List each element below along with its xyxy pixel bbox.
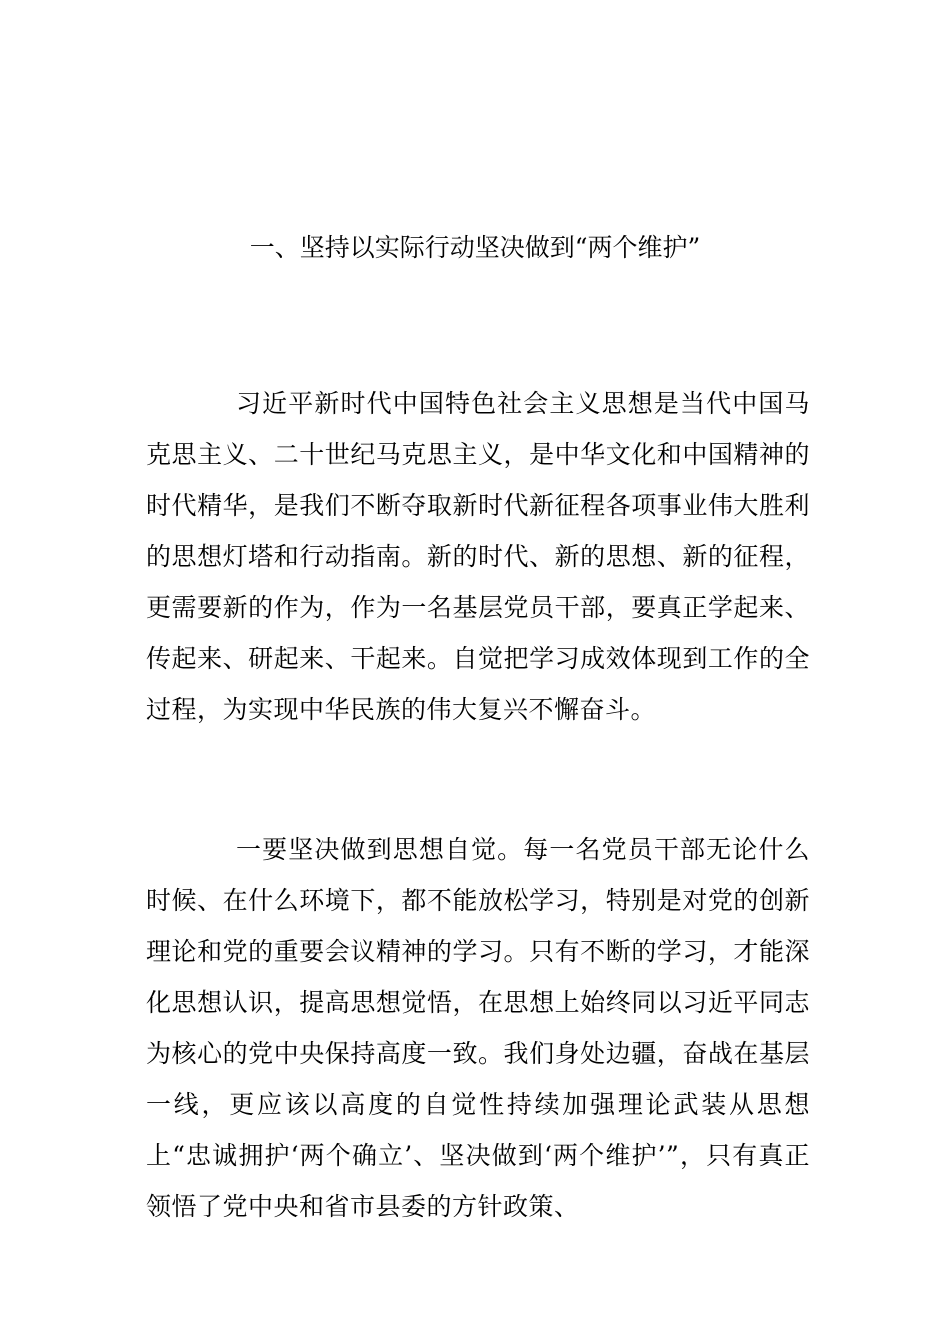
section-heading: 一、坚持以实际行动坚决做到“两个维护” [249, 233, 701, 262]
body-paragraph-2: 一要坚决做到思想自觉。每一名党员干部无论什么时候、在什么环境下，都不能放松学习，特别是对党的创新理论和党的重要会议精神的学习。只有不断的学习，才能深化思想认识，提高思想觉悟，在思想上始终同以习近平同志为核心的党中央保持高度一致。我们身处边疆，奋战在基层一线，更应该以高度的自觉性持续加强理论武装从思想上“忠诚拥护‘两个确立’、坚决做到‘两个维护’”，只有真正领悟了党中央和省市县委的方针政策、 [146, 835, 810, 1221]
body-paragraph-1: 习近平新时代中国特色社会主义思想是当代中国马克思主义、二十世纪马克思主义，是中华文化和中国精神的时代精华，是我们不断夺取新时代新征程各项事业伟大胜利的思想灯塔和行动指南。新的时代、新的思想、新的征程，更需要新的作为，作为一名基层党员干部，要真正学起来、传起来、研起来、干起来。自觉把学习成效体现到工作的全过程，为实现中华民族的伟大复兴不懈奋斗。 [146, 389, 810, 724]
